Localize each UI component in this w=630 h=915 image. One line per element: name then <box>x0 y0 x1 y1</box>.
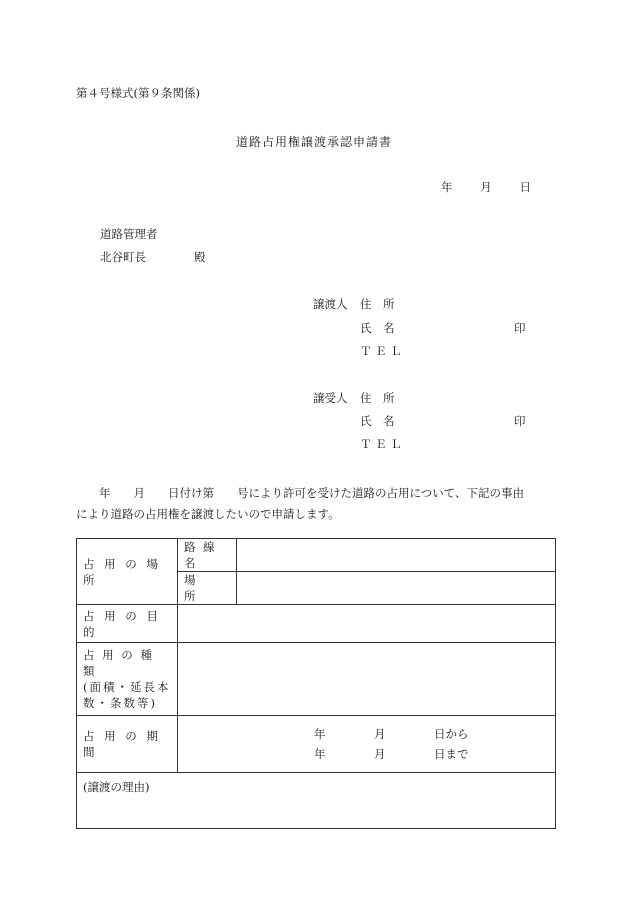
transferee-seal: 印 <box>514 414 526 428</box>
transferor-label: 譲渡人 <box>313 297 348 311</box>
reason-field[interactable] <box>77 773 556 829</box>
period-label: 占 用 の 期 間 <box>77 716 178 773</box>
document-title: 道路占用権譲渡承認申請書 <box>236 135 393 149</box>
transferee-name-label: 氏 名 <box>360 414 395 428</box>
period-to-year: 年 <box>314 747 326 761</box>
transferee-address-label: 住 所 <box>360 391 395 405</box>
date-day: 日 <box>519 180 531 194</box>
period-from-month: 月 <box>374 727 386 741</box>
application-statement <box>76 483 556 525</box>
route-label: 路 線 名 <box>178 539 237 572</box>
statement-line-1: 年 月 日付け第 号により許可を受けた道路の占用について、下記の事由 <box>76 486 525 500</box>
location-field[interactable] <box>237 572 556 605</box>
transferor-address-label: 住 所 <box>360 297 395 311</box>
type-label-line-3: 数・条数等) <box>83 696 157 710</box>
date-month: 月 <box>480 180 492 194</box>
period-to-month: 月 <box>374 747 386 761</box>
transferor-seal: 印 <box>514 321 526 335</box>
location-label: 場 所 <box>178 572 237 605</box>
route-field[interactable] <box>237 539 556 572</box>
form-number: 第４号様式(第９条関係) <box>76 86 200 100</box>
statement-line-2: により道路の占用権を譲渡したいので申請します。 <box>76 507 340 521</box>
transferor-tel-label: Ｔ Ｅ Ｌ <box>360 344 402 358</box>
period-from-year: 年 <box>314 727 326 741</box>
purpose-field[interactable] <box>178 605 556 643</box>
purpose-label: 占 用 の 目 的 <box>77 605 178 643</box>
type-label-line-2: (面積・延長本 <box>83 680 171 694</box>
type-field[interactable] <box>178 643 556 716</box>
reason-label: (譲渡の理由) <box>83 780 150 794</box>
addressee-honorific: 殿 <box>194 250 206 264</box>
period-from-suffix: 日から <box>434 727 469 741</box>
transferee-tel-label: Ｔ Ｅ Ｌ <box>360 437 402 451</box>
date-line <box>441 179 531 195</box>
type-label-line-1: 占 用 の 種 類 <box>83 648 154 678</box>
period-to-suffix: 日まで <box>434 747 469 761</box>
transferor-name-label: 氏 名 <box>360 321 395 335</box>
type-label <box>77 643 178 716</box>
application-table <box>76 538 556 829</box>
addressee-name: 北谷町長 <box>100 250 146 264</box>
transferee-label: 譲受人 <box>313 391 348 405</box>
period-field[interactable] <box>178 716 556 773</box>
date-year: 年 <box>441 180 453 194</box>
addressee-role: 道路管理者 <box>100 227 158 241</box>
place-label: 占 用 の 場 所 <box>77 539 178 605</box>
